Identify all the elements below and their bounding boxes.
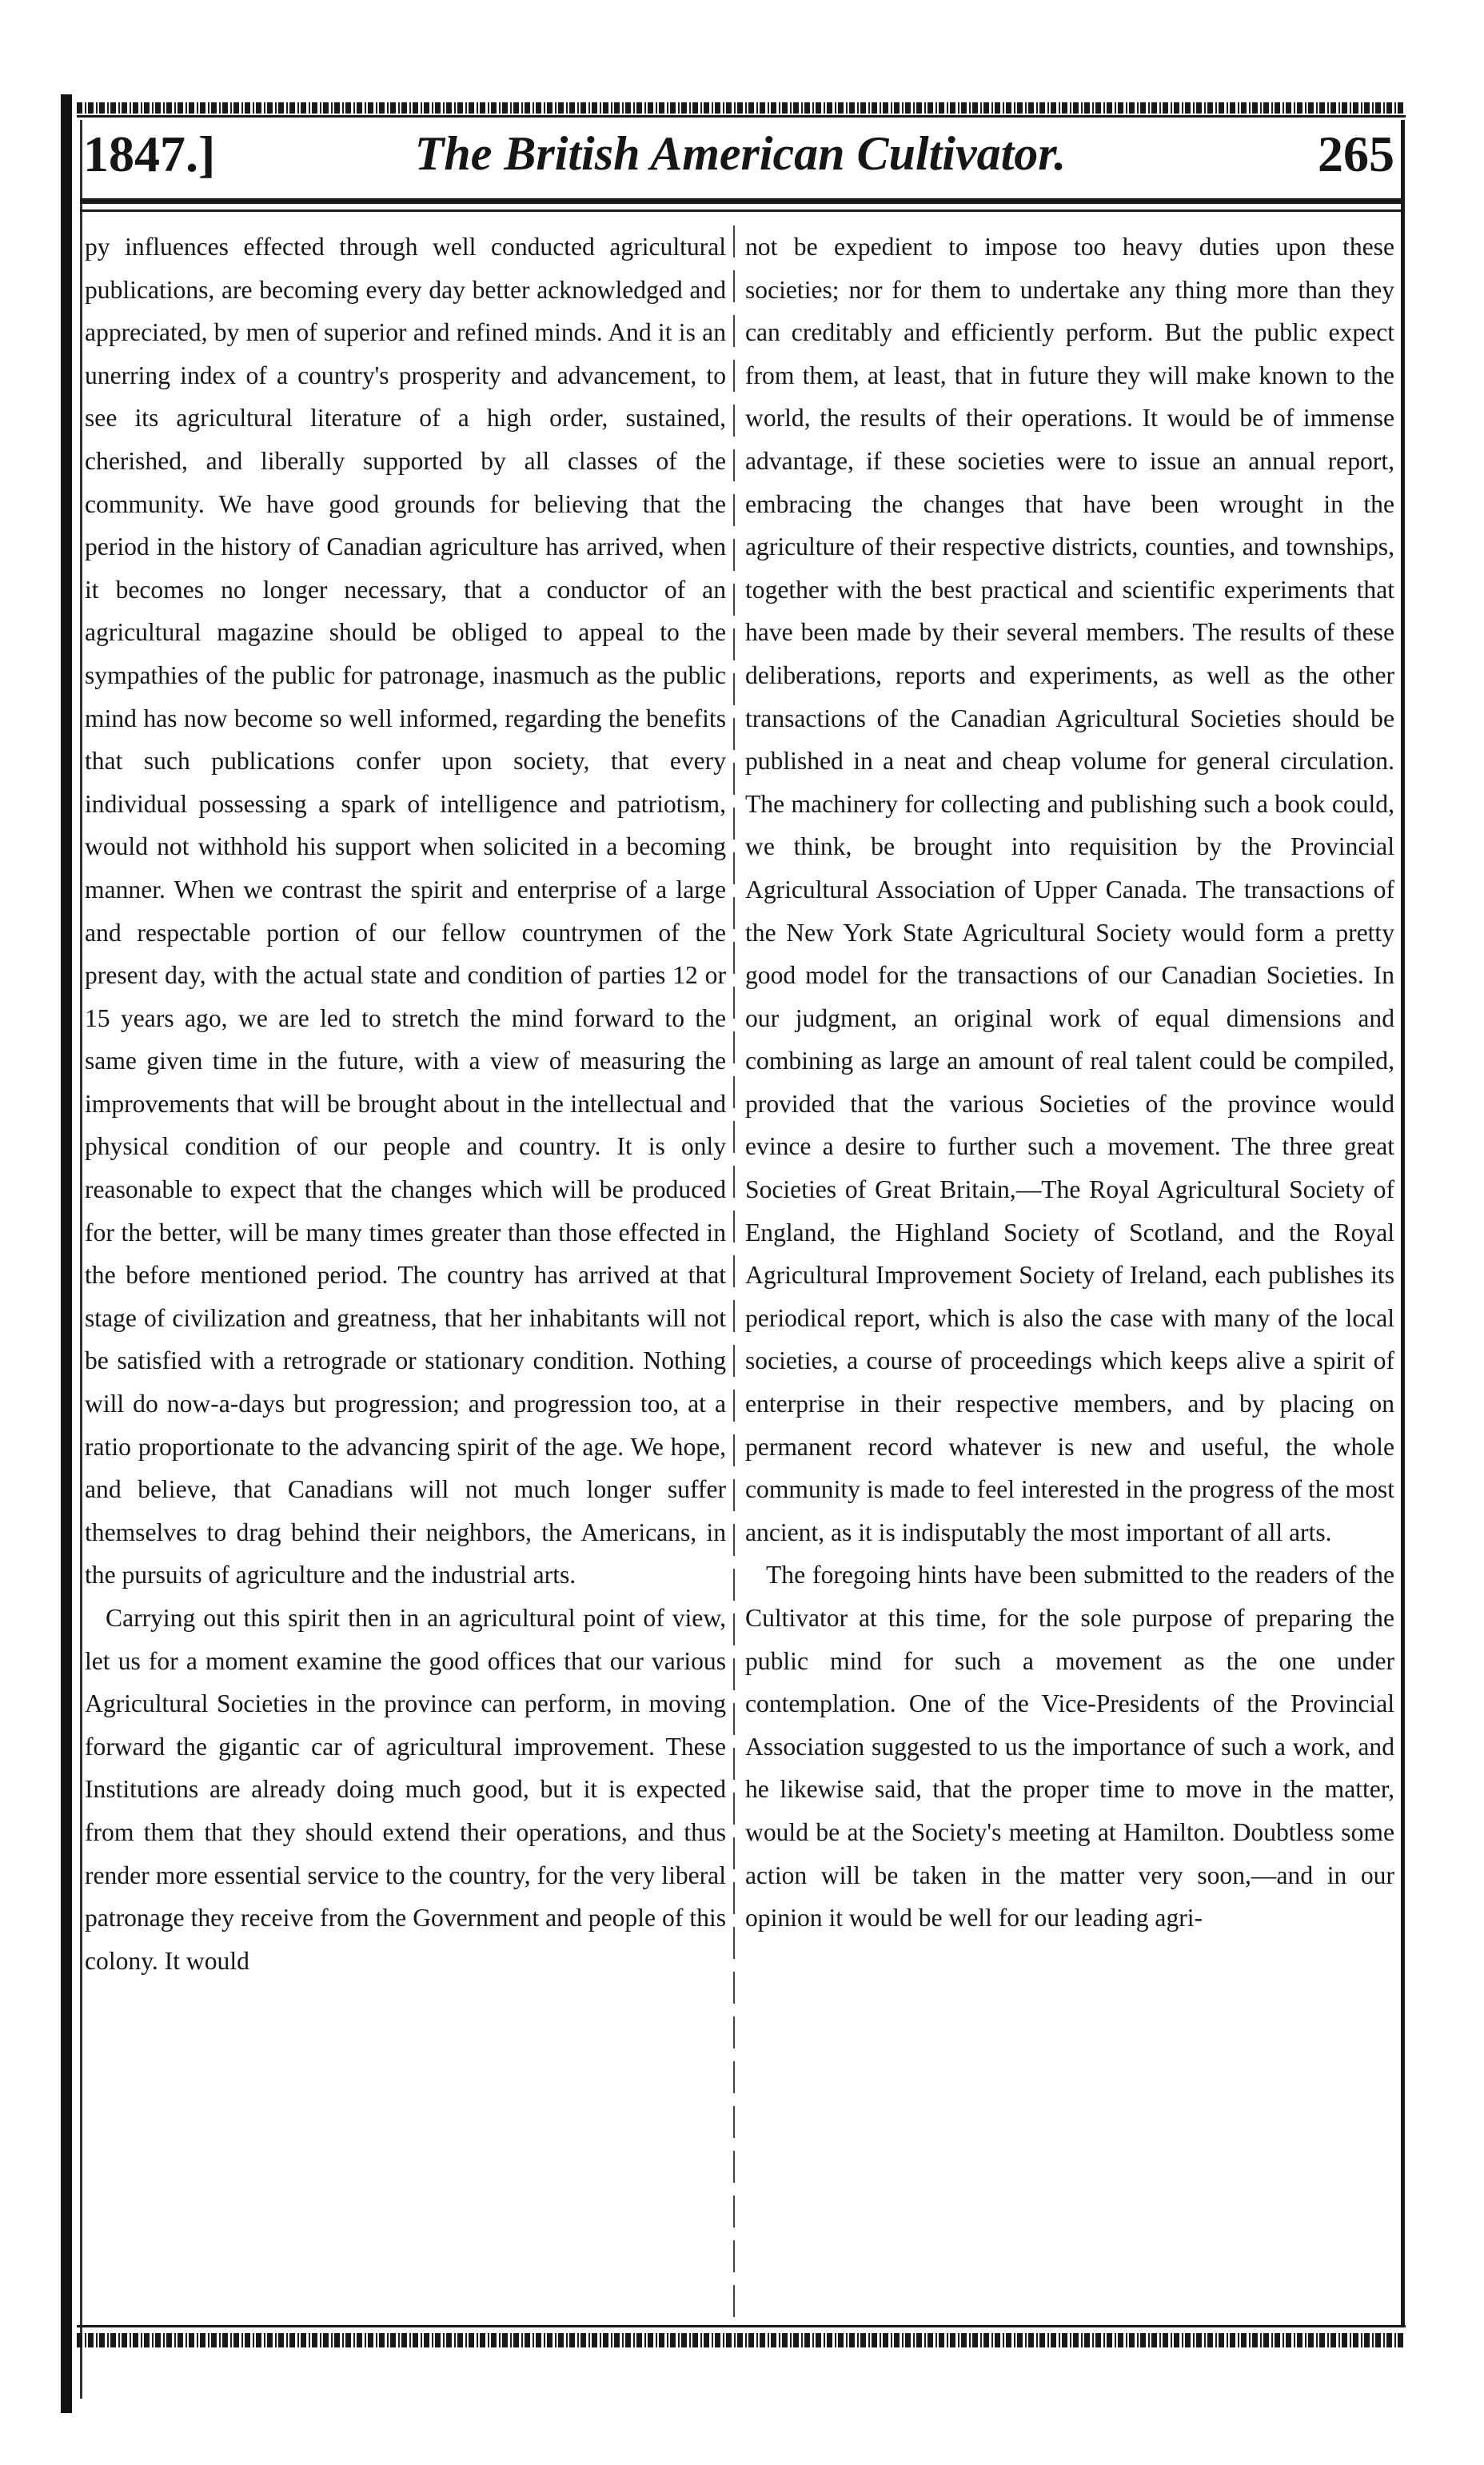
- left-paragraph-1: py influences effected through well conducted agricultural publications, are becoming every day better acknowledged and appreciated, by men of superior and refined minds. And it is an unerring index of a country's prosperity and advancement, to see its agricultural literature of a high order, sustained, cherished, and liberally supported by all classes of the community. We have good grounds for believing that the period in the history of Canadian agriculture has arrived, when it becomes no longer necessary, that a conductor of an agricultural magazine should be obliged to appeal to the sympathies of the public for patronage, inasmuch as the public mind has now become so well informed, regarding the benefits that such publications confer upon society, that every individual possessing a spark of intelligence and patriotism, would not withhold his support when solicited in a becoming manner. When we contrast the spirit and enterprise of a large and respectable portion of our fellow countrymen of the present day, with the actual state and condition of parties 12 or 15 years ago, we are led to stretch the mind forward to the same given time in the future, with a view of measuring the improvements that will be brought about in the intellectual and physical condition of our people and country. It is only reasonable to expect that the changes which will be produced for the better, will be many times greater than those effected in the before mentioned period. The country has arrived at that stage of civilization and greatness, that her inhabitants will not be satisfied with a retrograde or stationary condition. Nothing will do now-a-days but progression; and progression too, at a ratio proportionate to the advancing spirit of the age. We hope, and believe, that Canadians will not much longer suffer themselves to drag behind their neighbors, the Americans, in the pursuits of agriculture and the industrial arts.: [85, 233, 726, 1589]
- page-edge-shadow: [61, 94, 72, 2413]
- left-paragraph-2: Carrying out this spirit then in an agricultural point of view, let us for a moment examine the good offices that our various Agricultural Societies in the province can perform, in moving forward the gigantic car of agricultural improvement. These Institutions are already doing much good, but it is expected from them that they should extend their operations, and thus render more essential service to the country, for the very liberal patronage they receive from the Government and people of this colony. It would: [85, 1604, 726, 1975]
- page-number: 265: [1318, 126, 1394, 182]
- top-ornamental-rule: [77, 102, 1406, 114]
- header-rule-thin: [80, 209, 1404, 212]
- right-column: [745, 225, 1394, 1940]
- column-divider: [733, 225, 735, 2320]
- bottom-inner-rule: [77, 2325, 1406, 2327]
- periodical-title: The British American Cultivator.: [414, 127, 1067, 180]
- left-column: [85, 225, 726, 1982]
- right-paragraph-1: not be expedient to impose too heavy duties upon these societies; nor for them to undertake any thing more than they can creditably and efficiently perform. But the public expect from them, at least, that in future they will make known to the world, the results of their operations. It would be of immense advantage, if these societies were to issue an annual report, embracing the changes that have been wrought in the agriculture of their respective districts, counties, and townships, together with the best practical and scientific experiments that have been made by their several members. The results of these deliberations, reports and experiments, as well as the other transactions of the Canadian Agricultural Societies should be published in a neat and cheap volume for general circulation. The machinery for collecting and publishing such a book could, we think, be brought into requisition by the Provincial Agricultural Association of Upper Canada. The transactions of the New York State Agricultural Society would form a pretty good model for the transactions of our Canadian Societies. In our judgment, an original work of equal dimensions and combining as large an amount of real talent could be compiled, provided that the various Societies of the province would evince a desire to further such a movement. The three great Societies of Great Britain,—The Royal Agricultural Society of England, the Highland Society of Scotland, and the Royal Agricultural Improvement Society of Ireland, each publishes its periodical report, which is also the case with many of the local societies, a course of proceedings which keeps alive a spirit of enterprise in their respective members, and by placing on permanent record whatever is new and useful, the whole community is made to feel interested in the progress of the most ancient, as it is indisputably the most important of all arts.: [745, 233, 1394, 1546]
- right-paragraph-2: The foregoing hints have been submitted to the readers of the Cultivator at this time, for the sole purpose of preparing the public mind for such a movement as the one under contemplation. One of the Vice-Presidents of the Provincial Association suggested to us the importance of such a work, and he likewise said, that the proper time to move in the matter, would be at the Society's meeting at Hamilton. Doubtless some action will be taken in the matter very soon,—and in our opinion it would be well for our leading agri-: [745, 1561, 1394, 1933]
- header-rule-thick: [80, 198, 1404, 204]
- page-right-border: [1401, 120, 1405, 2327]
- page-header: [83, 122, 1398, 193]
- bottom-ornamental-rule: [77, 2333, 1406, 2347]
- issue-year: 1847.]: [83, 126, 216, 182]
- page-left-border: [80, 120, 82, 2399]
- top-inner-rule: [77, 115, 1406, 118]
